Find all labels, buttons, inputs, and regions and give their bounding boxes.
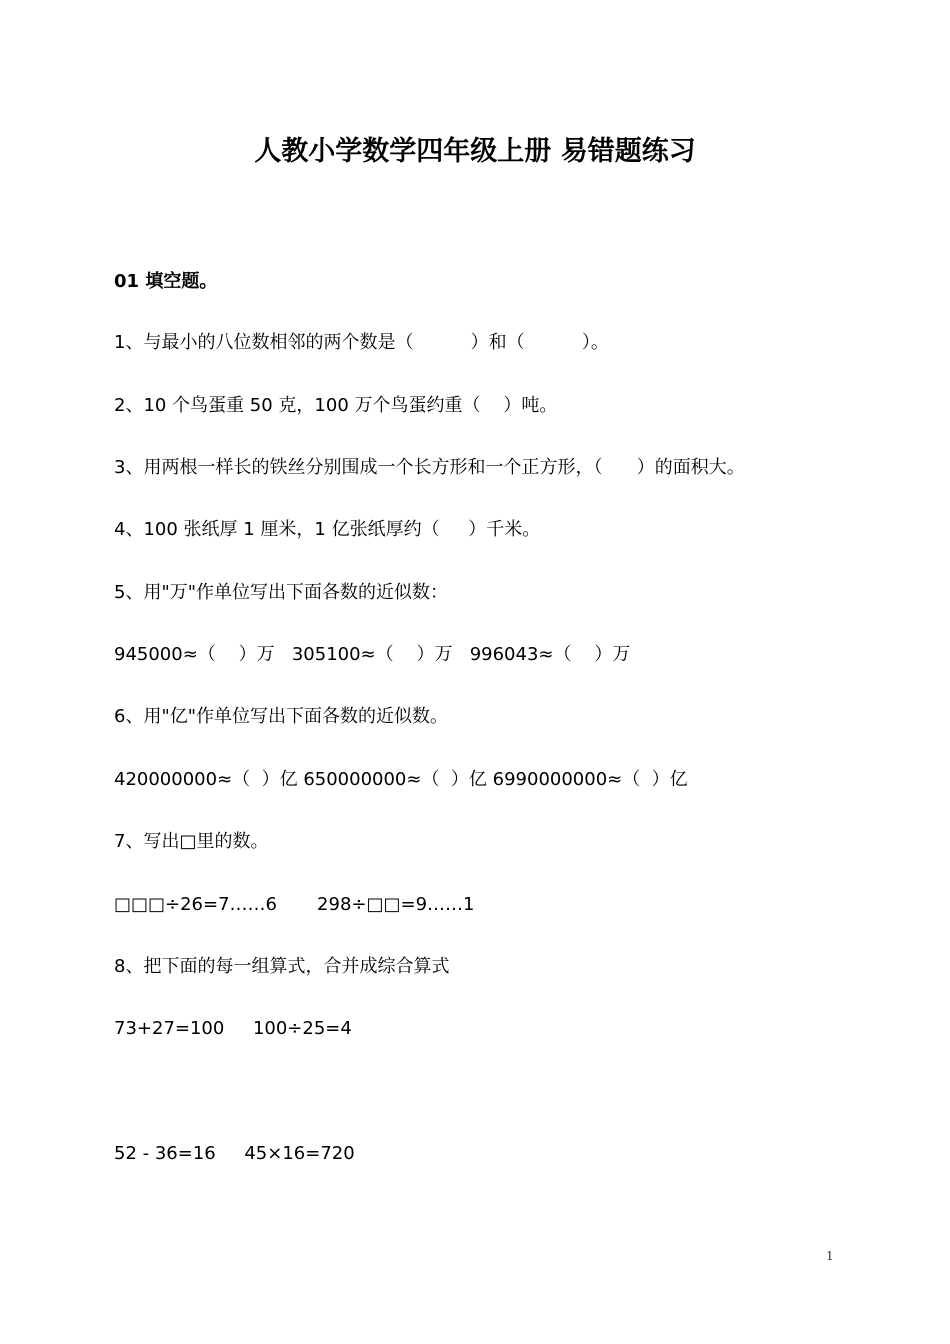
question-2: 2、10 个鸟蛋重 50 克，100 万个鸟蛋约重（ ）吨。 [114, 395, 558, 416]
question-8-group-2: 52 - 36=16 45×16=720 [114, 1143, 355, 1164]
page-title: 人教小学数学四年级上册 易错题练习 [254, 136, 696, 167]
question-5-items: 945000≈（ ）万 305100≈（ ）万 996043≈（ ）万 [114, 644, 631, 665]
section-heading-fill-in: 01 填空题。 [114, 271, 218, 292]
question-4: 4、100 张纸厚 1 厘米，1 亿张纸厚约（ ）千米。 [114, 519, 541, 540]
question-1: 1、与最小的八位数相邻的两个数是（ ）和（ ）。 [114, 332, 609, 353]
question-3: 3、用两根一样长的铁丝分别围成一个长方形和一个正方形，（ ）的面积大。 [114, 457, 745, 478]
question-8: 8、把下面的每一组算式，合并成综合算式 [114, 956, 450, 977]
question-7: 7、写出□里的数。 [114, 831, 269, 852]
question-7-items: □□□÷26=7……6 298÷□□=9……1 [114, 894, 475, 915]
question-8-group-1: 73+27=100 100÷25=4 [114, 1018, 352, 1039]
question-5: 5、用"万"作单位写出下面各数的近似数： [114, 582, 449, 603]
page-number: 1 [826, 1249, 834, 1263]
question-6: 6、用"亿"作单位写出下面各数的近似数。 [114, 706, 449, 727]
question-6-items: 420000000≈（ ）亿 650000000≈（ ）亿 6990000000≈（ ）亿 [114, 769, 688, 790]
